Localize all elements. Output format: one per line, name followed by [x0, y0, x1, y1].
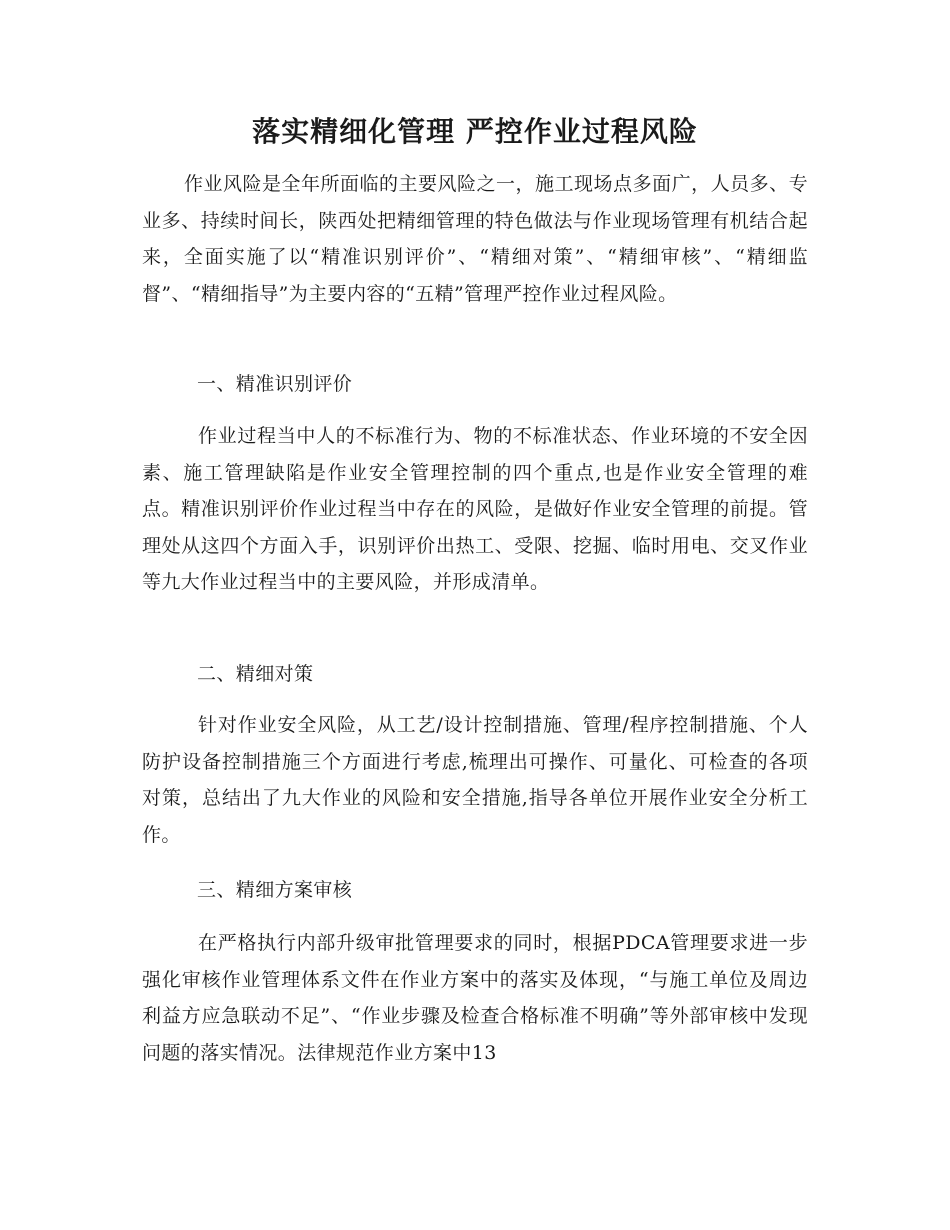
document-title: 落实精细化管理 严控作业过程风险: [252, 115, 698, 148]
section-paragraph-2: 针对作业安全风险，从工艺/设计控制措施、管理/程序控制措施、个人防护设备控制措施三个方面进行考虑,梳理出可操作、可量化、可检查的各项对策，总结出了九大作业的风险和安全措施,指导各单位开展作业安全分析工作。: [142, 714, 808, 846]
section-heading-2: 二、精细对策: [197, 663, 314, 685]
section-paragraph-3: 在严格执行内部升级审批管理要求的同时，根据PDCA管理要求进一步强化审核作业管理体系文件在作业方案中的落实及体现，“与施工单位及周边利益方应急联动不足”、“作业步骤及检查合格标准不明确”等外部审核中发现问题的落实情况。法律规范作业方案中13: [142, 932, 808, 1064]
section-paragraph-1: 作业过程当中人的不标准行为、物的不标准状态、作业环境的不安全因素、施工管理缺陷是作业安全管理控制的四个重点,也是作业安全管理的难点。精准识别评价作业过程当中存在的风险，是做好作业安全管理的前提。管理处从这四个方面入手，识别评价出热工、受限、挖掘、临时用电、交叉作业等九大作业过程当中的主要风险，并形成清单。: [142, 425, 808, 594]
section-heading-3: 三、精细方案审核: [197, 879, 353, 901]
intro-paragraph: 作业风险是全年所面临的主要风险之一，施工现场点多面广，人员多、专业多、持续时间长，陕西处把精细管理的特色做法与作业现场管理有机结合起来，全面实施了以“精准识别评价”、“精细对策”、“精细审核”、“精细监督”、“精细指导”为主要内容的“五精”管理严控作业过程风险。: [142, 173, 808, 305]
section-heading-1: 一、精准识别评价: [197, 373, 353, 395]
